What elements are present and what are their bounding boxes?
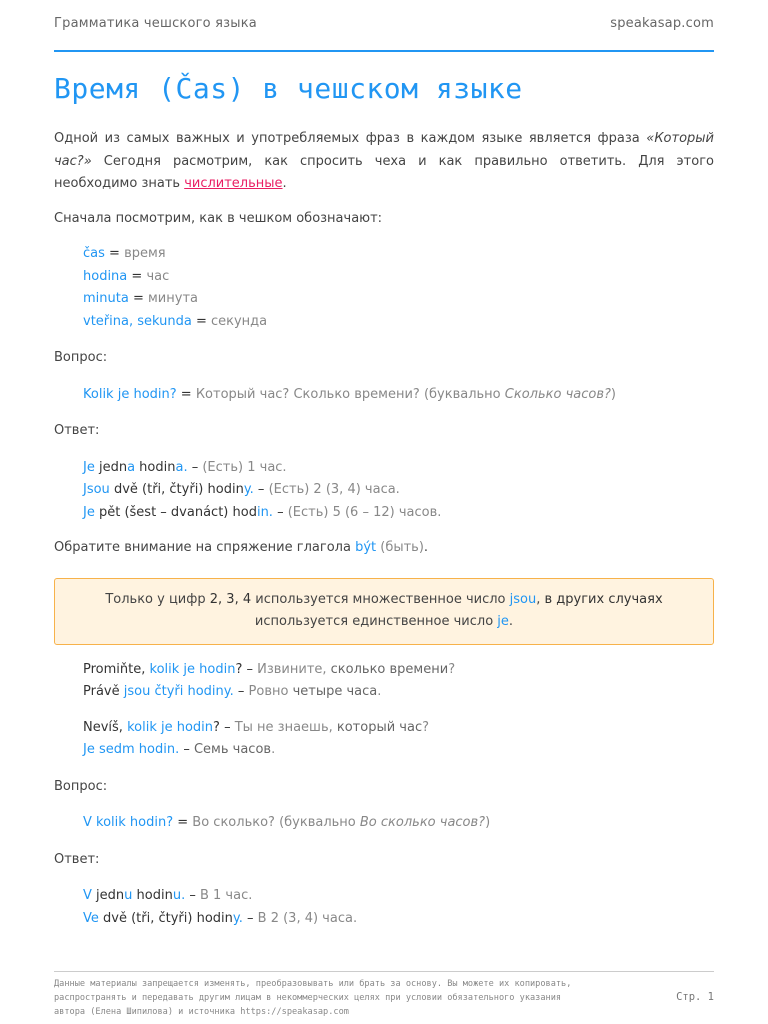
answer-highlight: u. [172, 888, 186, 903]
dialog-line [83, 739, 714, 762]
dialog-dash: – [233, 684, 249, 699]
answer-text: jedn [91, 888, 125, 903]
answer-highlight: Je [83, 504, 95, 520]
note-jsou: jsou [509, 591, 537, 607]
answer-text: hodin [135, 459, 176, 475]
answer-highlight: Je [83, 459, 95, 475]
note-other-cases: в других случаях [544, 591, 663, 607]
dialog-dash: – [179, 742, 194, 757]
answer-ru: (Есть) 5 (6 – 12) часов. [287, 504, 442, 520]
note-text: используется множественное число [251, 591, 510, 607]
attention-gloss: (быть) [376, 540, 424, 555]
question-ru: Во сколько? (буквально [192, 815, 360, 830]
answer-ru: (Есть) 2 (3, 4) часа. [268, 482, 400, 497]
page-title: Время (Čas) в чешском языке [54, 72, 523, 105]
dialog-cz-highlight: kolik je hodin [127, 719, 214, 735]
answer-line [83, 502, 714, 525]
dialog-cz-highlight: kolik je hodin [149, 661, 236, 677]
answer-highlight: u [124, 888, 133, 903]
answer-highlight: a. [175, 459, 188, 475]
answer-list [54, 457, 714, 525]
vocab-list [54, 243, 714, 333]
dialog-line [83, 659, 714, 682]
dialog-ru-highlight: который час [336, 719, 423, 735]
question-line-2 [54, 812, 714, 835]
answer-label: Ответ: [54, 423, 100, 438]
question-label: Вопрос: [54, 350, 108, 365]
dialog-cz-highlight: Je sedm hodin. [83, 742, 180, 757]
answer-highlight: V [83, 888, 92, 903]
note-text: используется единственное число [254, 614, 498, 629]
note-end: . [508, 614, 514, 629]
question-cz: V kolik hodin? [83, 815, 174, 830]
attention-verb: být [355, 540, 377, 555]
note-comma: , [536, 591, 545, 607]
dialog-ru-end: ? [422, 719, 430, 735]
dialog-line [83, 681, 714, 704]
answer-highlight: Ve [83, 910, 99, 926]
answer-highlight: a [127, 459, 136, 475]
note-box [54, 578, 714, 645]
dialog-ru-text: Ровно [248, 684, 293, 699]
vocab-cz: vteřina, sekunda [83, 313, 192, 329]
footer-divider [54, 971, 714, 972]
dialog-ru-highlight: четыре часа [292, 684, 378, 699]
answer-label-2: Ответ: [54, 851, 100, 867]
intro-paragraph [54, 128, 714, 196]
dialog-ru-text: Извините, [257, 661, 331, 677]
answer-text: pět (šest – dvanáct) hod [94, 504, 257, 520]
answer-dash: – [242, 910, 258, 926]
answer-highlight: y. [243, 482, 254, 497]
vocab-ru: время [124, 246, 166, 261]
question-close: ) [610, 386, 616, 402]
dialog-block-2 [54, 717, 714, 762]
answer-highlight: y. [232, 910, 243, 926]
answer-line [83, 479, 714, 502]
dialog-cz-text: Právě [83, 684, 124, 699]
answer-list-2 [54, 885, 714, 930]
vocab-sep: = [191, 313, 211, 329]
question-close: ) [485, 815, 491, 830]
note-numbers: 2, 3, 4 [209, 591, 252, 607]
vocab-cz: minuta [83, 291, 129, 306]
attention-text: Обратите внимание на спряжение глагола [54, 540, 356, 555]
footer-copyright: Данные материалы запрещается изменять, преобразовывать или брать за основу. Вы можете их копировать, распространять и передавать другим лицам в некоммерческих целях при условии обязательного указания автора (Елена Шипилова) и источника https://speakasap.com [54, 979, 572, 1017]
answer-ru: В 2 (3, 4) часа. [257, 910, 358, 926]
dialog-dash: ? – [235, 661, 258, 677]
answer-ru: (Есть) 1 час. [202, 459, 287, 475]
vocab-sep: = [128, 291, 148, 306]
page-number: Стр. 1 [676, 991, 714, 1003]
dialog-ru-highlight: Семь часов [193, 742, 272, 757]
question-literal: Во сколько часов? [359, 815, 486, 830]
vocab-sep: = [104, 246, 125, 261]
note-text: Только у цифр [105, 591, 210, 607]
note-je: je [497, 614, 509, 629]
header-site[interactable]: speakasap.com [610, 16, 714, 31]
numerals-link[interactable]: числительные [184, 176, 283, 191]
header-title: Грамматика чешского языка [54, 16, 257, 31]
answer-dash: – [185, 888, 200, 903]
answer-dash: – [253, 482, 269, 497]
answer-text: jedn [94, 459, 128, 475]
answer-text: dvě (tři, čtyři) hodin [109, 482, 244, 497]
dialog-ru-end: . [271, 742, 276, 757]
page-header [54, 16, 714, 36]
header-divider [54, 50, 714, 52]
question-sep: = [176, 386, 196, 402]
answer-line [83, 908, 714, 931]
question-sep: = [173, 815, 193, 830]
answer-line [83, 885, 714, 908]
answer-text: hodin [132, 888, 173, 903]
question-line [54, 384, 714, 407]
intro-text-2: Сегодня расмотрим, как спросить чеха и как правильно ответить. Для этого необходимо знать [54, 153, 714, 191]
dialog-cz-text: Promiňte, [83, 661, 150, 677]
intro-text-3: . [282, 176, 287, 191]
vocab-cz: čas [83, 246, 105, 261]
dialog-block-1 [54, 659, 714, 704]
dialog-cz-text: Nevíš, [83, 719, 128, 735]
question-label-2: Вопрос: [54, 778, 108, 794]
answer-text: dvě (tři, čtyři) hodin [98, 910, 233, 926]
dialog-cz-highlight: jsou čtyři hodiny. [123, 684, 234, 699]
vocab-sep: = [127, 268, 147, 284]
vocab-item [83, 266, 714, 289]
question-literal: Сколько часов? [504, 386, 611, 402]
answer-line [83, 457, 714, 480]
intro-text-1: Одной из самых важных и употребляемых фраз в каждом языке является фраза [54, 131, 647, 146]
question-cz: Kolik je hodin? [83, 386, 177, 402]
question-ru: Который час? Сколько времени? (буквально [195, 386, 505, 402]
dialog-dash: ? – [213, 719, 235, 735]
answer-dash: – [187, 459, 203, 475]
vocab-ru: минута [148, 291, 198, 306]
vocab-cz: hodina [83, 268, 128, 284]
dialog-ru-text: Ты не знаешь, [234, 719, 337, 735]
vocab-ru: час [146, 268, 170, 284]
answer-dash: – [272, 504, 288, 520]
vocab-item [83, 311, 714, 334]
dialog-ru-highlight: сколько времени [330, 661, 449, 677]
attention-line [54, 537, 714, 560]
dialog-ru-end: ? [448, 661, 456, 677]
answer-highlight: in. [256, 504, 273, 520]
main-content [54, 128, 714, 930]
dialog-ru-end: . [377, 684, 382, 699]
vocab-ru: секунда [210, 313, 268, 329]
vocab-item [83, 288, 714, 311]
dialog-line [83, 717, 714, 740]
answer-highlight: Jsou [83, 482, 110, 497]
attention-end: . [423, 540, 429, 555]
answer-ru: В 1 час. [199, 888, 253, 903]
first-look-text: Сначала посмотрим, как в чешком обозначают: [54, 210, 383, 226]
intro-phrase: «Который час?» [54, 131, 714, 169]
vocab-item [83, 243, 714, 266]
